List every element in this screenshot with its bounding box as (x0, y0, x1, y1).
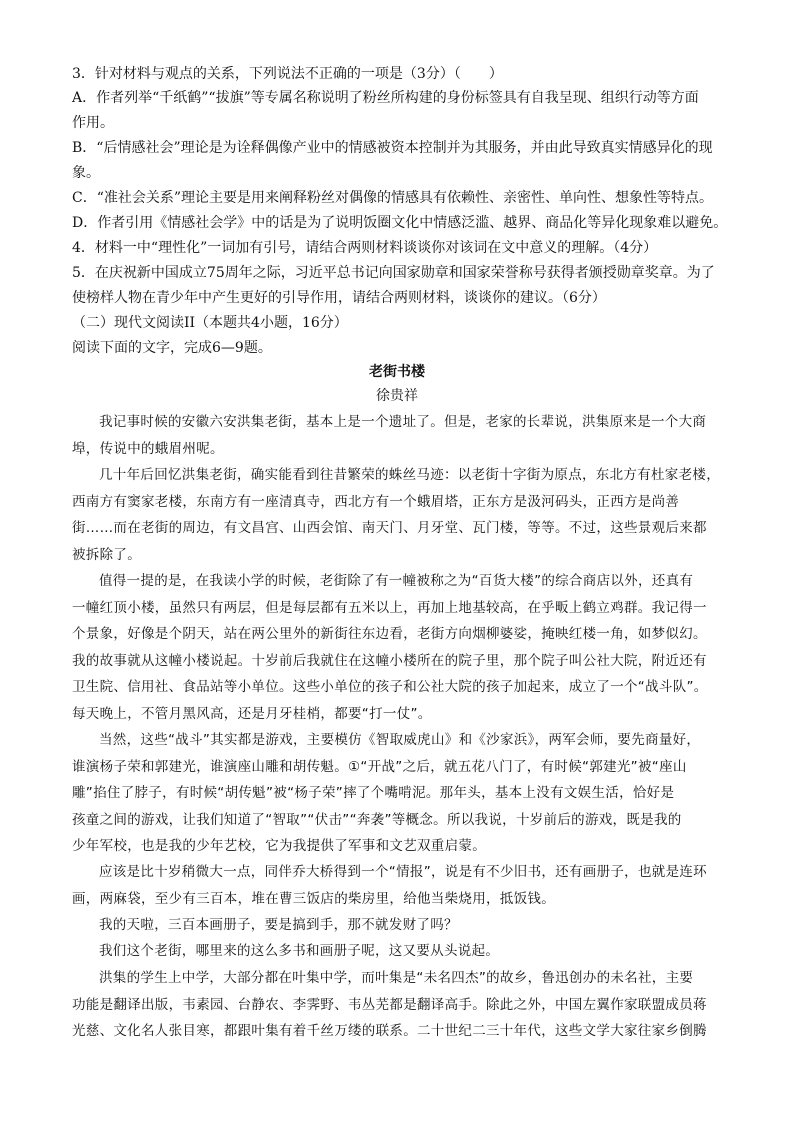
question-3-option-b (72, 136, 732, 186)
question-4-line: 4．材料一中“理性化”一词加有引号，请结合两则材料谈谈你对该词在文中意义的理解。（4分） (72, 240, 658, 256)
article-paragraph-7 (72, 938, 736, 965)
option-d-line-1: D．作者引用《情感社会学》中的话是为了说明饭圈文化中情感泛滥、越界、商品化等异化现象难以避免。 (72, 215, 728, 231)
option-b-line-1: B．“后情感社会”理论是为诠释偶像产业中的情感被资本控制并为其服务，并由此导致真实情感异化的现 (72, 140, 713, 156)
paragraph-line: 谁演杨子荣和郭建光，谁演座山雕和胡传魁。①“开战”之后，就五花八门了，有时候“郭建光”被“座山 (72, 758, 687, 775)
paragraph-line: 我的故事就从这幢小楼说起。十岁前后我就住在这幢小楼所在的院子里，那个院子叫公社大院，附近还有 (72, 652, 707, 669)
question-3-option-a (72, 86, 732, 136)
question-4 (72, 236, 732, 261)
question-5-line-2: 使榜样人物在青少年中产生更好的引导作用，请结合两则材料，谈谈你的建议。（6分） (72, 290, 606, 306)
paragraph-line: 每天晚上，不管月黑风高，还是月牙桂梢，都要“打一仗”。 (72, 705, 432, 722)
article-paragraph-1 (72, 409, 736, 462)
paragraph-line: 卫生院、信用社、食品站等小单位。这些小单位的孩子和公社大院的孩子加起来，成立了一个“战斗队”。 (72, 679, 708, 695)
option-a-line-2: 作用。 (72, 115, 114, 131)
article-author: 徐贵祥 (376, 388, 418, 404)
question-5 (72, 261, 732, 311)
paragraph-line: 街……而在老街的周边，有文昌宫、山西会馆、南天门、月牙堂、瓦门楼，等等。不过，这些景观后来都 (72, 520, 707, 536)
paragraph-line: 我的天啦，三百本画册子，要是搞到手，那不就发财了吗？ (99, 917, 458, 933)
article-paragraph-5 (72, 859, 736, 912)
article-paragraph-3 (72, 568, 736, 727)
article-paragraph-2 (72, 462, 736, 568)
paragraph-line: 雕”掐住了脖子，有时候“胡传魁”被“杨子荣”摔了个嘴啃泥。那年头，基本上没有文娱生活，恰好是 (72, 785, 675, 801)
paragraph-line: 画，两麻袋，至少有三百本，堆在曹三饭店的柴房里，给他当柴烧用，抵饭钱。 (72, 890, 555, 907)
paragraph-line: 孩童之间的游戏，让我们知道了“智取”“伏击”“奔袭”等概念。所以我说，十岁前后的游戏，既是我的 (72, 811, 682, 828)
paragraph-line: 我记事时候的安徽六安洪集老街，基本上是一个遗址了。但是，老家的长辈说，洪集原来是一个大商 (99, 414, 707, 430)
question-5-line-1: 5．在庆祝新中国成立75周年之际，习近平总书记向国家勋章和国家荣誉称号获得者颁授勋章奖章。为了 (72, 265, 715, 281)
article-title: 老街书楼 (369, 364, 425, 380)
paragraph-line: 洪集的学生上中学，大部分都在叶集中学，而叶集是“未名四杰”的故乡，鲁迅创办的未名社，主要 (99, 970, 694, 986)
question-3-line: 3．针对材料与观点的关系，下列说法不正确的一项是（3分）（ ） (72, 66, 503, 82)
paragraph-line: 埠，传说中的蛾眉州呢。 (72, 440, 224, 457)
paragraph-line: 我们这个老街，哪里来的这么多书和画册子呢，这又要从头说起。 (99, 943, 500, 959)
section-heading: （二）现代文阅读II（本题共4小题，16分） (72, 315, 348, 331)
article-paragraph-4 (72, 727, 736, 860)
option-c-line-1: C．“准社会关系”理论主要是用来阐释粉丝对偶像的情感具有依赖性、亲密性、单向性、想象性等特点。 (72, 190, 714, 206)
paragraph-line: 一幢红顶小楼，虽然只有两层，但是每层都有五米以上，再加上地基较高，在乎畈上鹤立鸡群。我记得一 (72, 599, 707, 616)
paragraph-line: 值得一提的是，在我读小学的时候，老街除了有一幢被称之为“百货大楼”的综合商店以外，还真有 (99, 573, 694, 589)
question-3 (72, 62, 732, 87)
paragraph-line: 被拆除了。 (72, 546, 141, 563)
paragraph-line: 功能是翻译出版，韦素园、台静农、李霁野、韦丛芜都是翻译高手。除此之外，中国左翼作家联盟成员蒋 (72, 996, 707, 1013)
paragraph-line: 西南方有窦家老楼，东南方有一座清真寺，西北方有一个蛾眉塔，正东方是汲河码头，正西方是尚善 (72, 493, 680, 510)
paragraph-line: 当然，这些“战斗”其实都是游戏，主要模仿《智取威虎山》和《沙家浜》，两军会师，要先商量好， (99, 732, 701, 748)
option-a-line-1: A．作者列举“千纸鹤”“拔旗”等专属名称说明了粉丝所构建的身份标签具有自我呈现、组织行动等方面 (72, 90, 699, 106)
option-b-line-2: 象。 (72, 165, 100, 181)
paragraph-line: 几十年后回忆洪集老街，确实能看到往昔繁荣的蛛丝马迹：以老街十字街为原点，东北方有杜家老楼， (99, 467, 720, 483)
paragraph-line: 光慈、文化名人张目寒，都跟叶集有着千丝万缕的联系。二十世纪二三十年代，这些文学大家往家乡倒腾 (72, 1023, 707, 1039)
article-paragraph-8 (72, 965, 736, 1045)
article-paragraph-6 (72, 912, 736, 939)
paragraph-line: 应该是比十岁稍微大一点，同伴乔大桥得到一个“情报”，说是有不少旧书，还有画册子，也就是连环 (99, 864, 707, 880)
question-3-option-d (72, 211, 732, 236)
question-3-option-c (72, 186, 732, 211)
paragraph-line: 个景象，好像是个阴天，站在两公里外的新街往东边看，老街方向烟柳婆娑，掩映红楼一角，如梦似幻。 (72, 626, 707, 642)
section-instruction: 阅读下面的文字，完成6—9题。 (72, 340, 272, 356)
paragraph-line: 少年军校，也是我的少年艺校，它为我提供了军事和文艺双重启蒙。 (72, 838, 486, 854)
